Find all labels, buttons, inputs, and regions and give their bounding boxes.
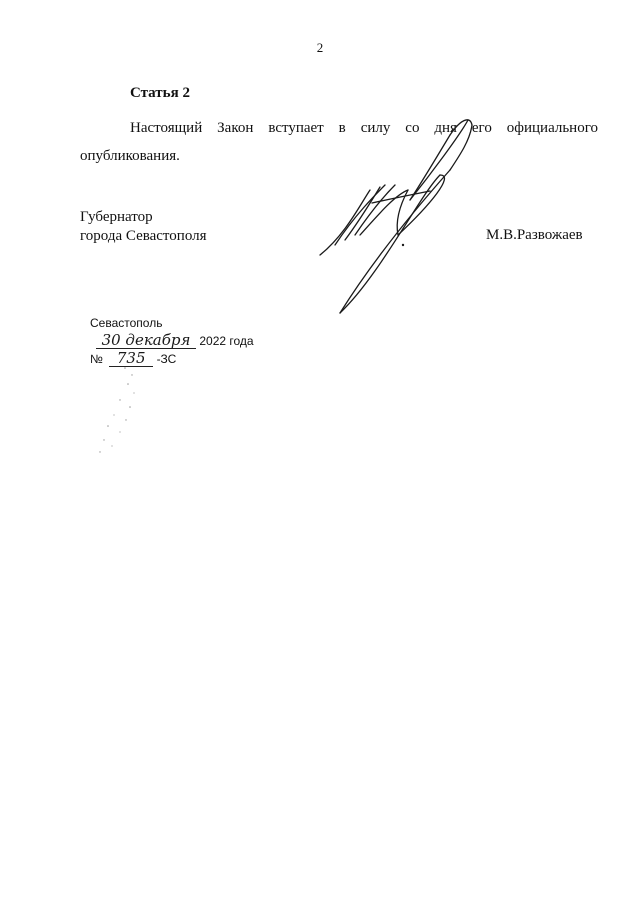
year-label: 2022 года (199, 334, 254, 348)
article-heading: Статья 2 (130, 85, 190, 101)
handwritten-signature (300, 95, 500, 320)
signatory-name: М.В.Развожаев (486, 227, 583, 243)
signatory-title-line1: Губернатор (80, 209, 153, 225)
date-line (90, 332, 254, 350)
article-text: Настоящий Закон вступает в силу со дня его официального опубликования. (80, 120, 598, 164)
city-label: Севастополь (90, 316, 163, 330)
faint-stamp-marks (90, 360, 160, 460)
number-prefix: № (90, 352, 103, 366)
signatory-title-line2: города Севастополя (80, 228, 207, 244)
number-suffix: -ЗС (156, 352, 177, 366)
signatory-title (80, 208, 207, 246)
page-number: 2 (316, 40, 324, 55)
date-handwritten: 30 декабря (96, 333, 196, 349)
number-handwritten: 735 (109, 351, 153, 367)
